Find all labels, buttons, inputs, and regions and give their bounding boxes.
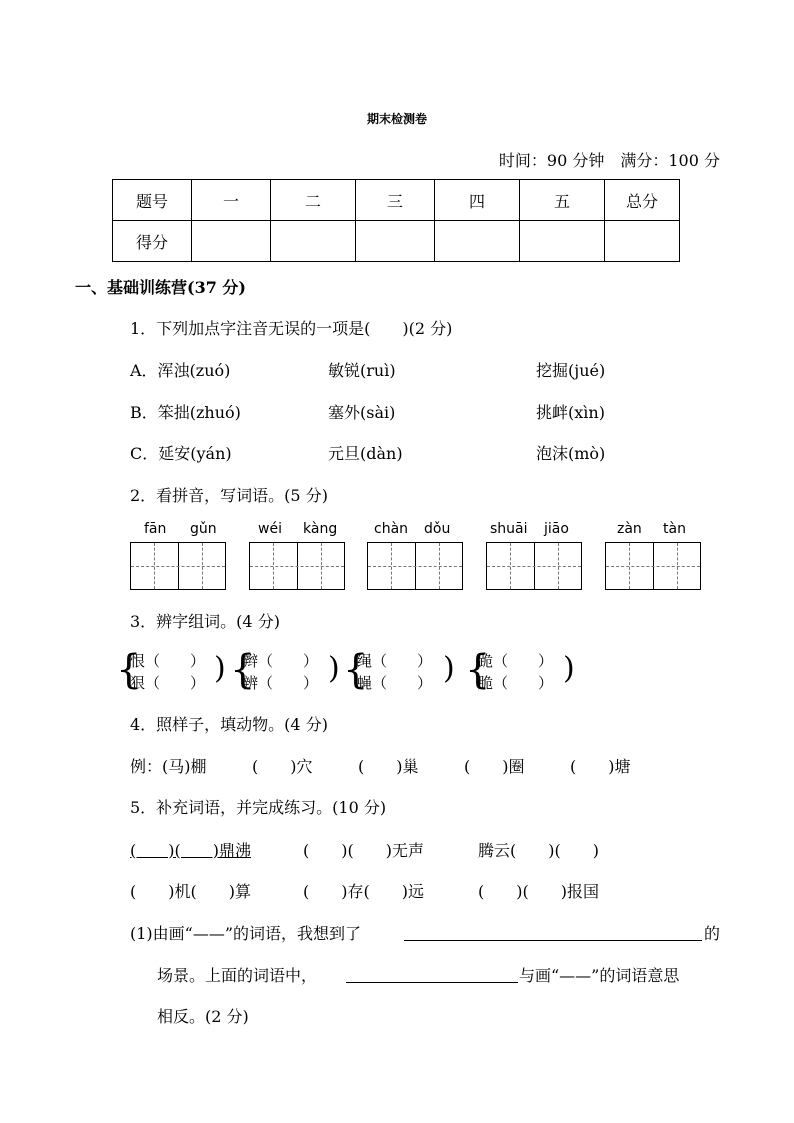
score-header-row [113, 180, 680, 221]
q4-example: 例：(马)棚 [130, 757, 207, 776]
pinyin-label: zàn [617, 521, 642, 537]
q5-sub1-text: (1)由画“——”的词语，我想到了 [130, 924, 362, 943]
writing-grid[interactable] [605, 542, 701, 590]
writing-grid[interactable] [249, 542, 345, 590]
q1-option-b-3: 挑衅(xìn) [536, 403, 605, 422]
q5-idiom[interactable]: ( )( )无声 [303, 841, 424, 860]
answer-line[interactable] [346, 982, 518, 983]
q5-idiom[interactable]: ( )( )报国 [478, 882, 599, 901]
q4-blank[interactable]: ( )塘 [570, 757, 631, 776]
writing-grid[interactable] [367, 542, 463, 590]
word-group[interactable] [243, 650, 318, 694]
left-brace: { [343, 647, 369, 693]
answer-line[interactable] [404, 940, 702, 941]
q4-blank[interactable]: ( )穴 [252, 757, 313, 776]
pinyin-label: jiāo [544, 521, 569, 537]
left-brace: { [230, 647, 256, 693]
q1-option-a-2: 敏锐(ruì) [328, 361, 396, 380]
score-header-cell: 三 [356, 180, 435, 221]
q1-option-b-2: 塞外(sài) [328, 403, 396, 422]
word-group[interactable] [357, 650, 432, 694]
score-header-cell: 五 [520, 180, 605, 221]
score-input-cell[interactable] [435, 221, 520, 262]
q4-blank[interactable]: ( )圈 [464, 757, 525, 776]
left-brace: { [465, 647, 491, 693]
q4-blank[interactable]: ( )巢 [358, 757, 419, 776]
q5-sub1-text: 场景。上面的词语中， [157, 966, 318, 985]
q5-sub1-text: 的 [704, 924, 721, 943]
score-table [112, 179, 680, 262]
question-1-stem: 1．下列加点字注音无误的一项是( )(2 分) [130, 319, 453, 338]
score-header-cell: 总分 [605, 180, 680, 221]
q1-option-a-1: A．浑浊(zuó) [130, 361, 231, 380]
word-group[interactable] [130, 650, 205, 694]
left-brace: { [116, 647, 142, 693]
question-5-stem: 5．补充词语，并完成练习。(10 分) [130, 798, 387, 817]
right-paren: ) [443, 651, 455, 686]
section-title: 一、基础训练营(37 分) [75, 278, 246, 297]
score-input-cell[interactable] [605, 221, 680, 262]
writing-grid[interactable] [130, 542, 226, 590]
q5-sub1-text: 相反。(2 分) [157, 1007, 249, 1026]
question-4-stem: 4．照样子，填动物。(4 分) [130, 715, 328, 734]
word-group-item: 辨（ ） [243, 674, 319, 692]
word-group-item: 辫（ ） [243, 652, 319, 670]
pinyin-label: chàn [374, 521, 409, 537]
word-group-item: 跪（ ） [478, 652, 554, 670]
pinyin-label: kàng [303, 521, 338, 537]
pinyin-label: wéi [258, 521, 282, 537]
score-input-cell[interactable] [520, 221, 605, 262]
word-group-item: 绳（ ） [357, 652, 433, 670]
q1-option-a-3: 挖掘(jué) [536, 361, 606, 380]
pinyin-label: dǒu [424, 521, 451, 537]
question-2-stem: 2．看拼音，写词语。(5 分) [130, 486, 328, 505]
pinyin-label: tàn [663, 521, 686, 537]
word-group-item: 脆（ ） [478, 674, 554, 692]
q5-idiom[interactable]: ( )机( )算 [130, 882, 251, 901]
score-input-cell[interactable] [192, 221, 271, 262]
q5-idiom-underlined[interactable]: ( )( )鼎沸 [130, 841, 251, 860]
writing-grid[interactable] [486, 542, 582, 590]
score-header-cell: 四 [435, 180, 520, 221]
word-group-item: 恨（ ） [130, 652, 206, 670]
score-input-cell[interactable] [271, 221, 356, 262]
q1-option-c-2: 元旦(dàn) [328, 444, 403, 463]
q1-option-b-1: B．笨拙(zhuó) [130, 403, 241, 422]
score-row-label: 得分 [113, 221, 192, 262]
right-paren: ) [214, 651, 226, 686]
time-info: 时间：90 分钟 满分：100 分 [498, 151, 720, 170]
score-input-cell[interactable] [356, 221, 435, 262]
q5-sub1-text: 与画“——”的词语意思 [519, 966, 680, 985]
score-value-row [113, 221, 680, 262]
score-header-cell: 题号 [113, 180, 192, 221]
question-3-stem: 3．辨字组词。(4 分) [130, 612, 280, 631]
q5-idiom[interactable]: 腾云( )( ) [478, 841, 599, 860]
word-group-item: 狠（ ） [130, 674, 206, 692]
page-title: 期末检测卷 [366, 112, 427, 126]
score-header-cell: 一 [192, 180, 271, 221]
q5-idiom[interactable]: ( )存( )远 [303, 882, 424, 901]
right-paren: ) [328, 651, 340, 686]
pinyin-label: gǔn [190, 521, 217, 537]
word-group-item: 蝇（ ） [357, 674, 433, 692]
right-paren: ) [563, 651, 575, 686]
word-group[interactable] [478, 650, 553, 694]
score-header-cell: 二 [271, 180, 356, 221]
pinyin-label: shuāi [490, 521, 528, 537]
q1-option-c-3: 泡沫(mò) [536, 444, 606, 463]
q1-option-c-1: C．延安(yán) [130, 444, 232, 463]
pinyin-label: fān [144, 521, 167, 537]
